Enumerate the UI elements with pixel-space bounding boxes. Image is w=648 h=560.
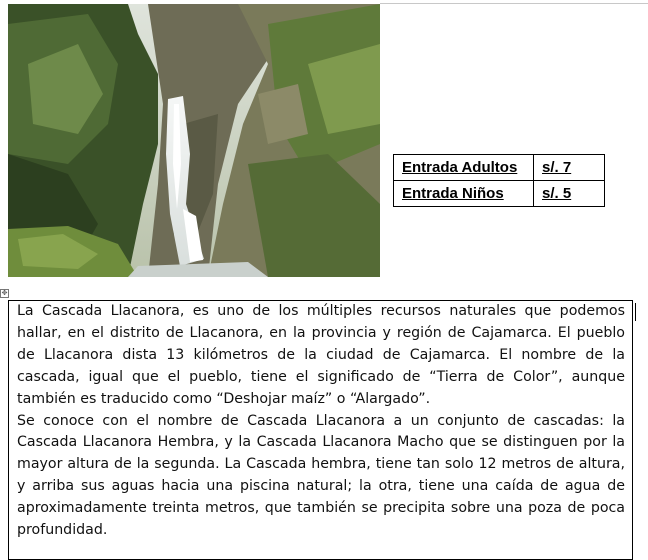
- table-row: [394, 155, 605, 181]
- child-entry-label: Entrada Niños: [394, 181, 534, 207]
- adult-entry-label: Entrada Adultos: [394, 155, 534, 181]
- adult-entry-price: s/. 7: [534, 155, 605, 181]
- table-row: [394, 181, 605, 207]
- price-table: [393, 154, 605, 207]
- text-cursor: [635, 303, 636, 321]
- move-handle-icon[interactable]: ✥: [1, 289, 8, 297]
- page-edge-line: [380, 3, 648, 4]
- description-textbox[interactable]: [8, 300, 633, 560]
- paragraph-2: Se conoce con el nombre de Cascada Llacanora a un conjunto de cascadas: la Cascada Llacanora Hembra, y la Cascada Llacanora Macho que se distinguen por la mayor altura de la segunda. La Cascada hembra, tiene tan solo 12 metros de altura, y arriba sus aguas hacia una piscina natural; la otra, tiene una caída de agua de aproximadamente treinta metros, que también se precipita sobre una poza de poca profundidad.: [17, 412, 625, 539]
- paragraph-1: La Cascada Llacanora, es uno de los múltiples recursos naturales que podemos hallar, en el distrito de Llacanora, en la provincia y región de Cajamarca. El pueblo de Llacanora dista 13 kilómetros de la ciudad de Cajamarca. El nombre de la cascada, igual que el pueblo, tiene el significado de “Tierra de Color”, aunque también es traducido como “Deshojar maíz” o “Alargado”.: [17, 303, 625, 407]
- waterfall-photo: [8, 4, 380, 277]
- child-entry-price: s/. 5: [534, 181, 605, 207]
